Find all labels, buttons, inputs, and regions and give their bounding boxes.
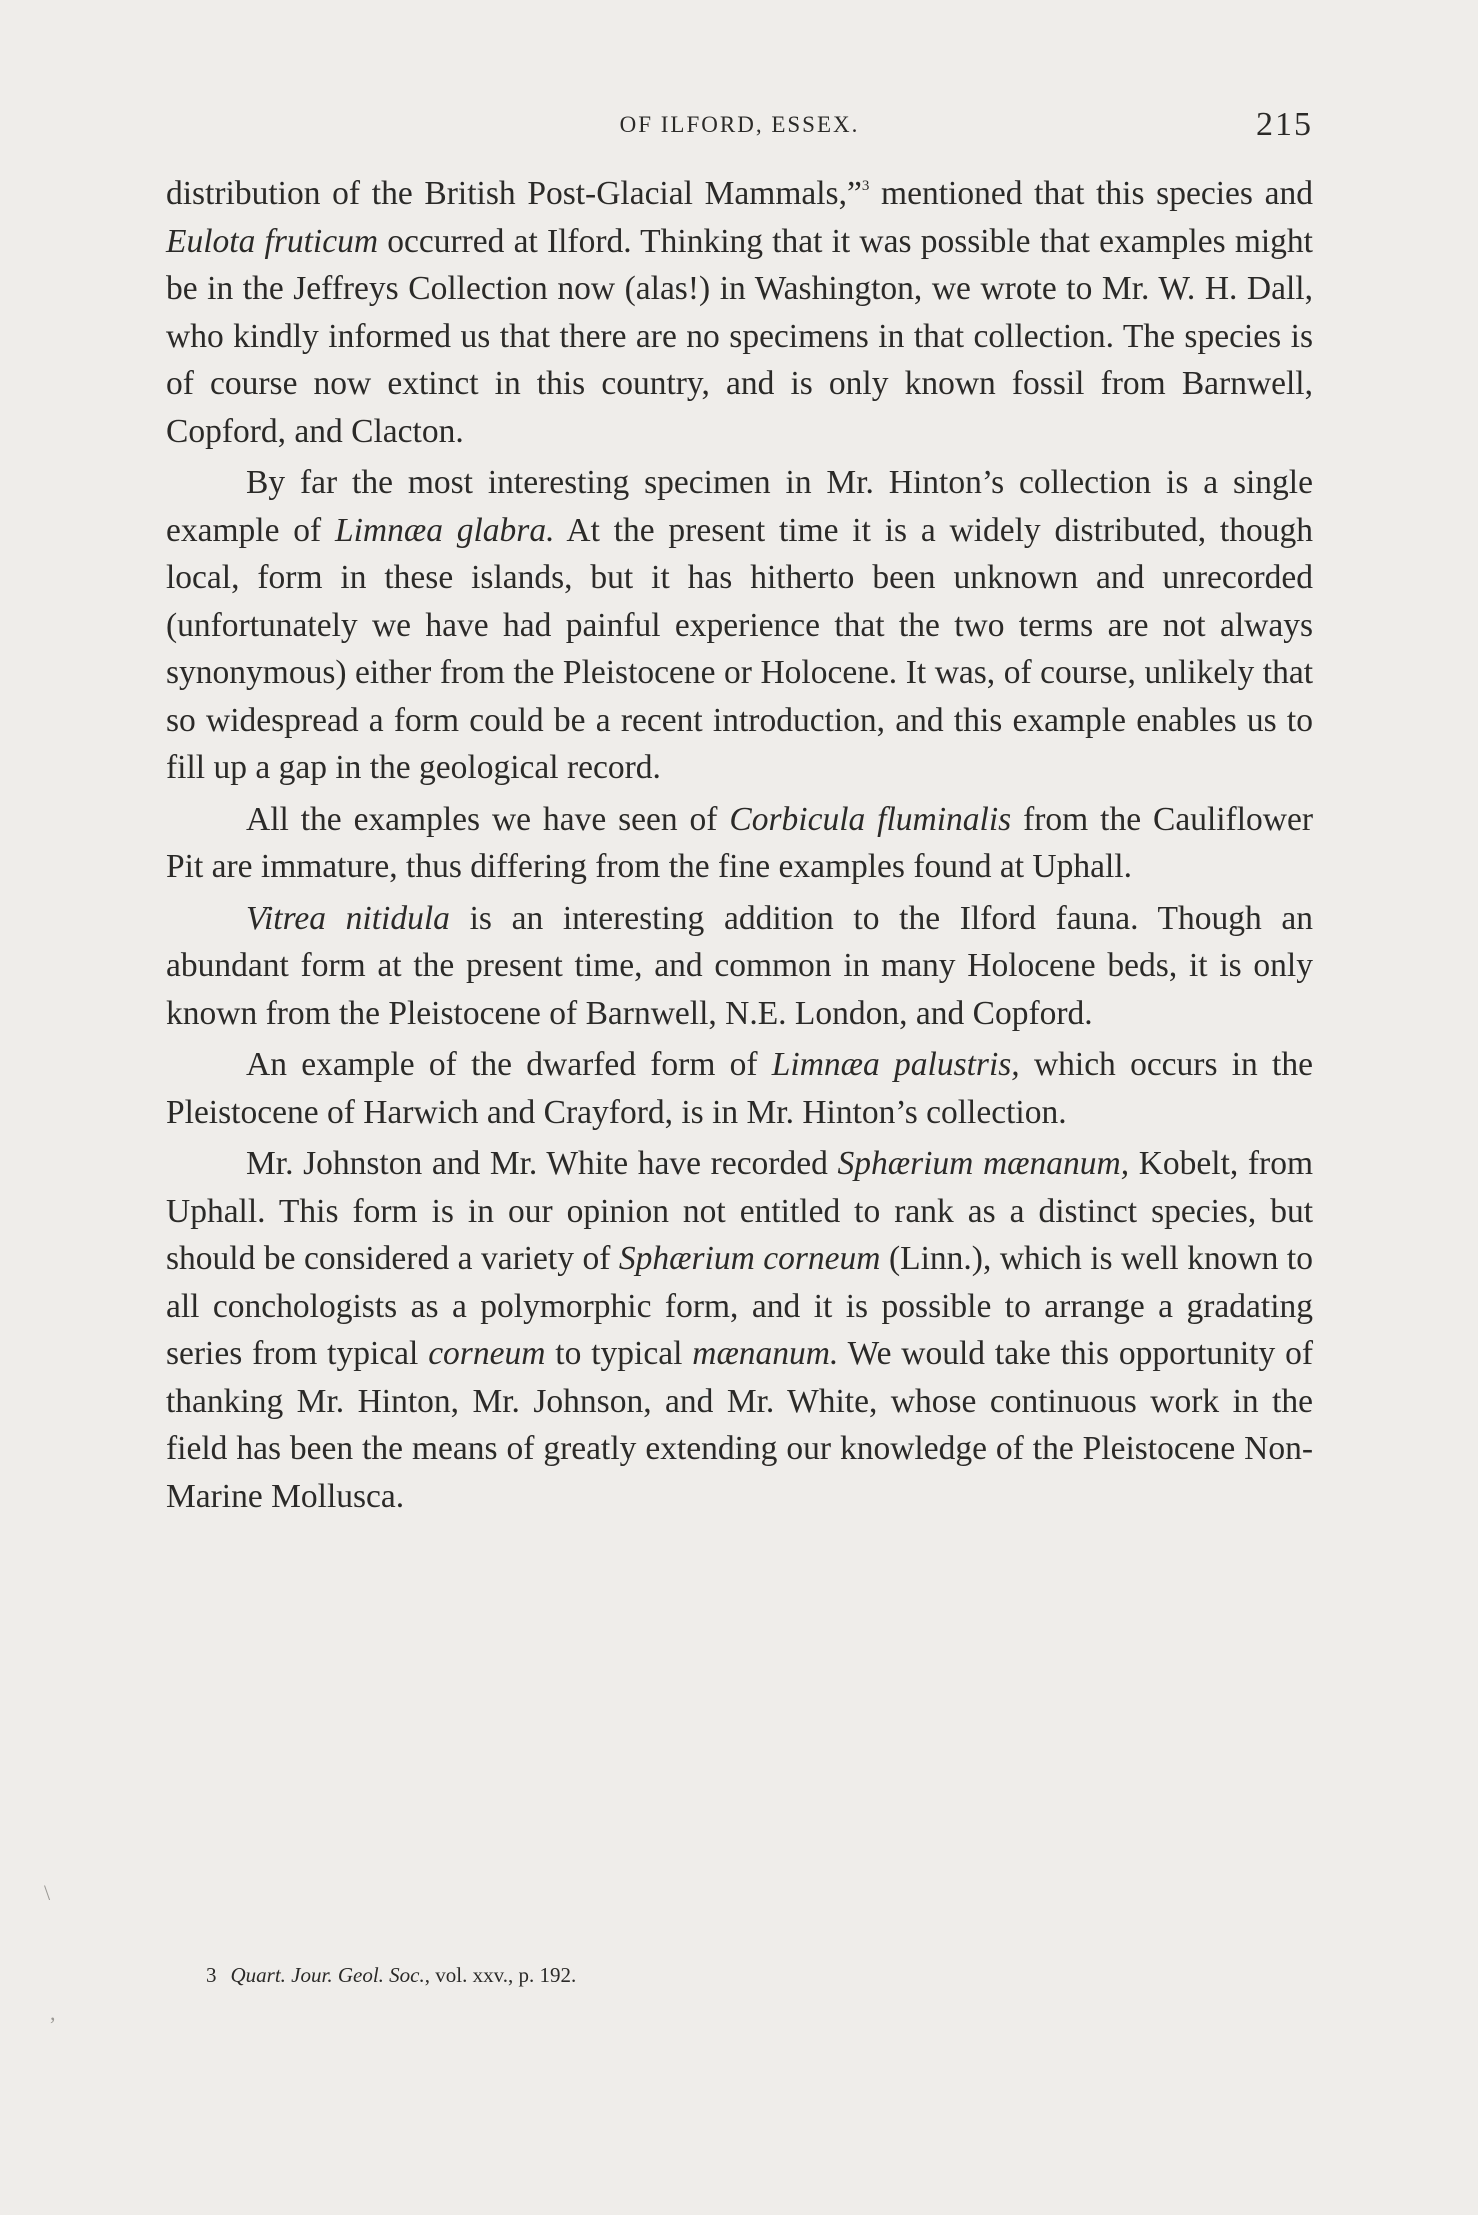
text-run: occurred at Ilford. Thinking that it was possible that examples might be in the Jeffreys Collection now (alas!) in Washington, we wrote to Mr. W. H. Dall, who kindly informed us that there are no specimens in that collection. The species is of course now extinct in this country, and is only known fossil from Barnwell, Copford, and Clacton. bbox=[166, 222, 1313, 450]
paragraph-1 bbox=[166, 170, 1313, 455]
text-run: distribution of the British Post-Glacial Mammals,” bbox=[166, 175, 862, 212]
italic-text: Vitrea nitidula bbox=[246, 899, 450, 937]
body-text bbox=[166, 170, 1313, 1520]
text-run: (Linn.), which is well known to all conchologists as a polymorphic form, and it is possible to arrange a gradating series from typical bbox=[166, 1240, 1313, 1372]
italic-text: Sphærium corneum bbox=[618, 1240, 881, 1277]
margin-mark: \ bbox=[44, 1880, 51, 1905]
text-run: to typical bbox=[545, 1335, 693, 1372]
paragraph-3 bbox=[166, 796, 1313, 891]
text-run: Mr. Johnston and Mr. White have recorded bbox=[246, 1145, 838, 1182]
text-run: We would take this opportunity of thanking Mr. Hinton, Mr. Johnson, and Mr. White, whose continuous work in the field has been the means of greatly extending our knowledge of the Pleistocene Non-Marine Mollusca. bbox=[166, 1335, 1313, 1515]
text-run: from the Cauliflower Pit are immature, thus differing from the fine examples found at Uphall. bbox=[166, 800, 1313, 885]
text-run: mentioned that this species and bbox=[869, 175, 1313, 212]
running-head bbox=[166, 106, 1313, 146]
text-run: , vol. xxv., p. 192. bbox=[424, 1963, 577, 1987]
text-run: is an interesting addition to the Ilford fauna. Though an abundant form at the present time, and common in many Holocene beds, it is only known from the Pleistocene of Barnwell, N.E. London, and Copford. bbox=[166, 899, 1314, 1032]
text-run: An example of the dwarfed form of bbox=[246, 1046, 772, 1083]
paragraph-4 bbox=[166, 895, 1313, 1038]
text-run: At the present time it is a widely distributed, though local, form in these islands, but it has hitherto been unknown and unrecorded (unfortunately we have had painful experience that the two terms are not always synonymous) either from the Pleistocene or Holocene. It was, of course, unlikely that so widespread a form could be a recent introduction, and this example enables us to fill up a gap in the geological record. bbox=[166, 511, 1313, 786]
italic-text: Limnæa palustris, bbox=[771, 1046, 1020, 1083]
page-number: 215 bbox=[1256, 106, 1313, 143]
paragraph-6 bbox=[166, 1140, 1313, 1520]
paragraph-2 bbox=[166, 459, 1313, 792]
italic-text: mænanum. bbox=[692, 1335, 839, 1372]
footnote bbox=[206, 1960, 1306, 1990]
italic-text: Sphærium mænanum, bbox=[837, 1145, 1130, 1182]
text-run: By far the most interesting specimen in Mr. Hinton’s collection is a single example of bbox=[166, 464, 1313, 549]
footnote-text bbox=[231, 1963, 577, 1987]
running-title: OF ILFORD, ESSEX. bbox=[619, 112, 860, 137]
italic-text: Quart. Jour. Geol. Soc. bbox=[230, 1963, 425, 1987]
italic-text: Eulota fruticum bbox=[166, 222, 379, 260]
italic-text: corneum bbox=[428, 1335, 546, 1372]
footnote-number: 3 bbox=[206, 1963, 217, 1987]
margin-mark: , bbox=[50, 2000, 56, 2025]
italic-text: Limnæa glabra. bbox=[334, 511, 555, 549]
text-run: All the examples we have seen of bbox=[246, 800, 730, 838]
text-run: Kobelt, from Uphall. This form is in our opinion not entitled to rank as a distinct species, but should be considered a variety of bbox=[166, 1145, 1313, 1277]
text-run: which occurs in the Pleistocene of Harwich and Crayford, is in Mr. Hinton’s collection. bbox=[166, 1046, 1313, 1131]
paragraph-5 bbox=[166, 1041, 1313, 1136]
footnote-reference: 3 bbox=[861, 178, 870, 194]
italic-text: Corbicula fluminalis bbox=[729, 800, 1012, 838]
